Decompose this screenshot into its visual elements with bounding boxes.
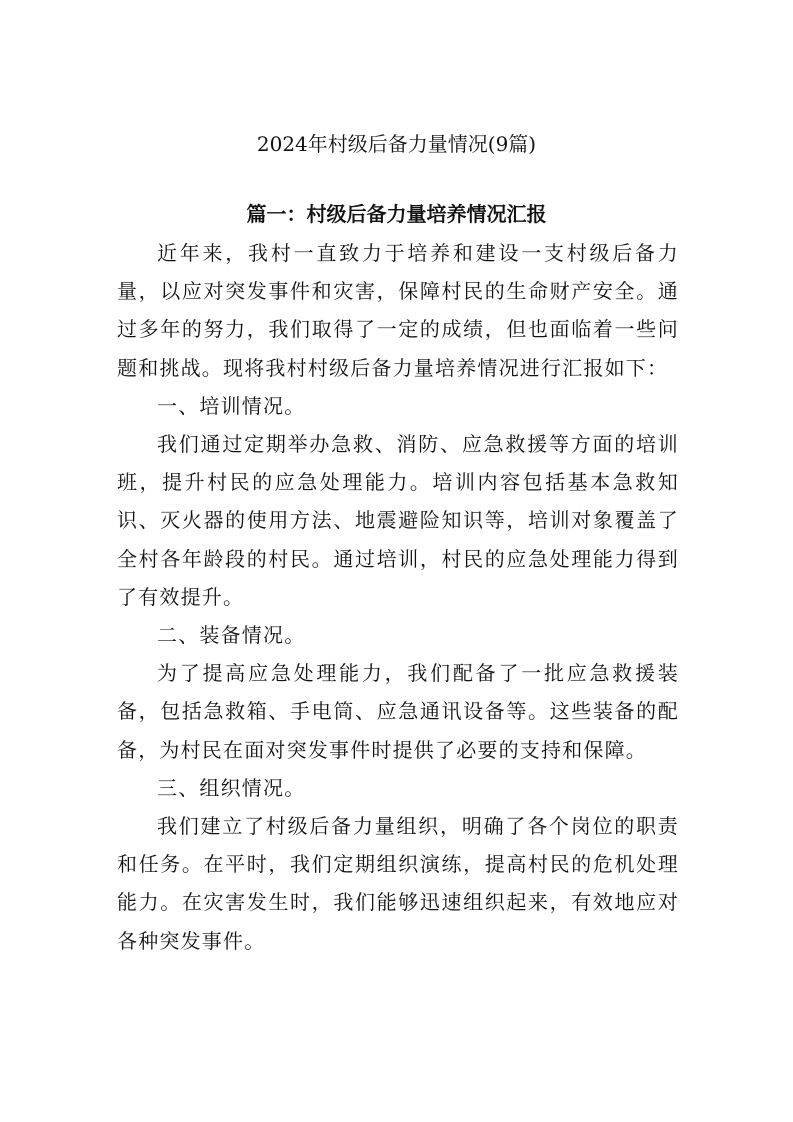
paragraph-equipment: 为了提高应急处理能力，我们配备了一批应急救援装备，包括急救箱、手电筒、应急通讯设备等。这些装备的配备，为村民在面对突发事件时提供了必要的支持和保障。 [117, 661, 679, 762]
heading-equipment: 二、装备情况。 [157, 623, 306, 648]
paragraph-organization: 我们建立了村级后备力量组织，明确了各个岗位的职责和任务。在平时，我们定期组织演练，提高村民的危机处理能力。在灾害发生时，我们能够迅速组织起来，有效地应对各种突发事件。 [117, 814, 679, 953]
heading-training: 一、培训情况。 [157, 393, 306, 418]
heading-organization: 三、组织情况。 [157, 775, 306, 800]
section-title: 篇一：村级后备力量培养情况汇报 [246, 202, 547, 226]
document-title: 2024年村级后备力量情况(9篇) [256, 132, 537, 156]
paragraph-intro: 近年来，我村一直致力于培养和建设一支村级后备力量，以应对突发事件和灾害，保障村民的生命财产安全。通过多年的努力，我们取得了一定的成绩，但也面临着一些问题和挑战。现将我村村级后备力量培养情况进行汇报如下： [117, 241, 679, 380]
document-body [117, 234, 679, 960]
paragraph-training: 我们通过定期举办急救、消防、应急救援等方面的培训班，提升村民的应急处理能力。培训内容包括基本急救知识、灭火器的使用方法、地震避险知识等，培训对象覆盖了全村各年龄段的村民。通过培训，村民的应急处理能力得到了有效提升。 [117, 432, 679, 609]
